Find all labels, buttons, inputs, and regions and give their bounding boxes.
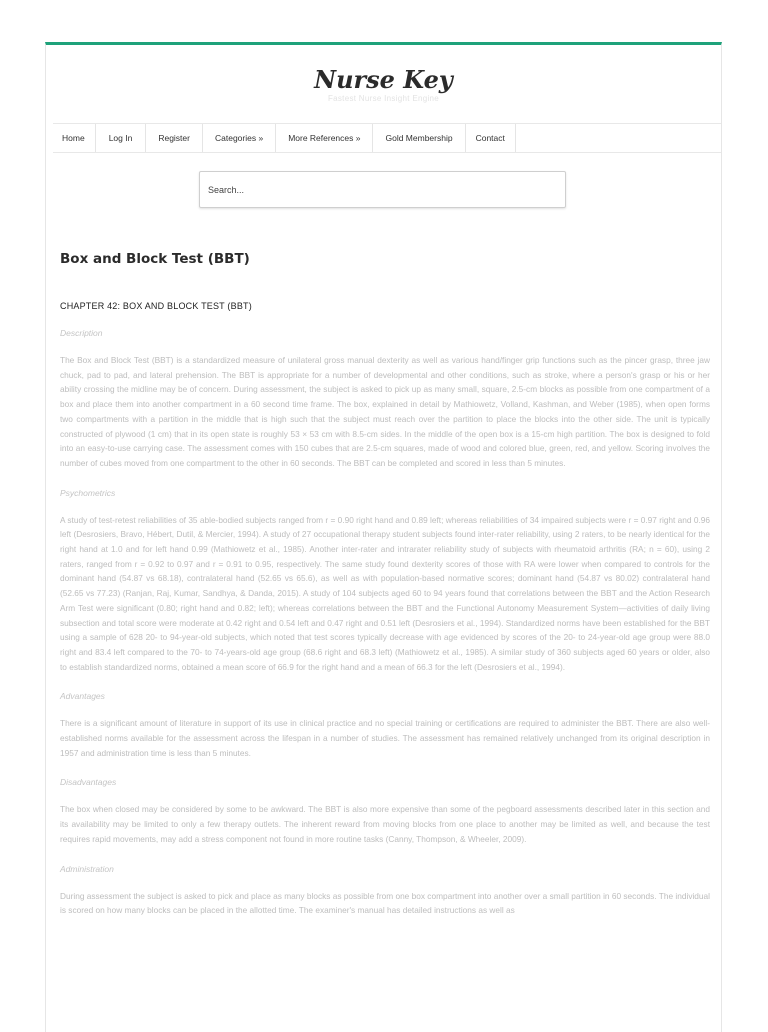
nav-item-login[interactable]: Log In: [96, 124, 147, 152]
page-frame: [45, 42, 722, 1032]
section-heading-psychometrics: Psychometrics: [60, 487, 116, 498]
chapter-heading: CHAPTER 42: BOX AND BLOCK TEST (BBT): [60, 301, 252, 311]
section-heading-advantages: Advantages: [60, 691, 105, 702]
search-input[interactable]: [200, 172, 565, 207]
nav-item-contact[interactable]: Contact: [466, 124, 516, 152]
site-title[interactable]: Nurse Key: [314, 65, 453, 94]
main-nav: [53, 123, 721, 153]
nav-item-categories[interactable]: Categories »: [203, 124, 276, 152]
section-body-advantages: There is a significant amount of literature in support of its use in clinical practice and no special training or certifications are required to administer the BBT. There are also well-established norms available for the assessment across the lifespan in a number of studies. The assessment has remained relatively unchanged from its original description in 1957 and administration time is less than 5 minutes.: [60, 718, 710, 758]
section-body-description: The Box and Block Test (BBT) is a standardized measure of unilateral gross manual dexterity as well as various hand/finger grip functions such as the pincer grasp, three jaw chuck, pad to pad, and lateral prehension. The BBT is appropriate for a number of developmental and other conditions, such as stroke, where a person's grasp or his or her ability crossing the midline may be of concern. During assessment, the subject is asked to pick up as many small, square, 2.5-cm blocks as possible from one compartment of a box and place them into another compartment in a 60 second time frame. The box, explained in detail by Mathiowetz, Volland, Kashman, and Weber (1985), when open forms two compartments with a partition in the middle that is high such that the subject must reach over the partition to place the blocks into the other side. The unit is typically constructed of plywood (1 cm) that in its open state is roughly 53 × 53 cm with 8.5-cm sides. In the middle of the open box is a 15-cm high partition. The box is designed to fold into an easy-to-use carrying case. The assessment comes with 150 cubes that are 2.5-cm squares, made of wood and colored blue, green, red, and yellow. Scoring involves the number of cubes moved from one compartment to the other in 60 seconds. The BBT can be completed and scored in less than 5 minutes.: [60, 355, 710, 468]
section-body-psychometrics: A study of test-retest reliabilities of 35 able-bodied subjects ranged from r = 0.90 right hand and 0.89 left; whereas reliabilities of 34 impaired subjects were r = 0.97 right and 0.96 left (Desrosiers, Bravo, Hébert, Dutil, & Mercier, 1994). A study of 27 occupational therapy student subjects found inter-rater reliability, using 2 raters, to be nearly identical for the right hand at 1.0 and for left hand 0.99 (Mathiowetz et al., 1985). Another inter-rater and intrarater reliability study of subjects with rheumatoid arthritis (RA; n = 60), using 2 raters, ranged from r = 0.92 to 0.97 and r = 0.91 to 0.95, respectively. The same study found dexterity scores of those with RA were lower when compared to controls for the dominant hand (54.87 vs 68.18), contralateral hand (52.65 vs 65.6), as well as with population-based normative scores; dominant hand (54.87 vs 80.02) contralateral hand (52.65 vs 77.23) (Ranjan, Raj, Kumar, Sandhya, & Danda, 2015). A study of 104 subjects aged 60 to 94 years found that correlations between the BBT and the Action Research Arm Test were significant (0.80; right hand and 0.82; left); whereas correlations between the BBT and the Functional Autonomy Measurement System—activities of daily living subsection and total score were moderate at 0.42 right and 0.54 left and 0.47 right and 0.51 left (Desrosiers et al., 1994). Standardized norms have been established for the BBT using a sample of 628 20- to 94-year-old subjects, which noted that test scores typically decrease with age evidenced by scores of the 20- to 24-year-old age group were 88.0 right and 83.4 left compared to the 70- to 74-years-old age group (68.6 right and 68.3 left) (Mathiowetz et al., 1985). A similar study of 360 subjects aged 60 years or older, also to establish standardized norms, obtained a mean score of 66.9 for the right hand and a mean of 66.3 for the left (Desrosiers et al., 1994).: [60, 514, 710, 672]
nav-item-register[interactable]: Register: [146, 124, 203, 152]
nav-item-home[interactable]: Home: [53, 124, 96, 152]
article: [60, 251, 710, 918]
section-body-administration: During assessment the subject is asked to pick and place as many blocks as possible from one box compartment into another over a small partition in 60 seconds. The individual is scored on how many blocks can be placed in the allotted time. The examiner's manual has detailed instructions as well as: [60, 890, 710, 916]
post-title: Box and Block Test (BBT): [60, 251, 250, 267]
section-body-disadvantages: The box when closed may be considered by some to be awkward. The BBT is also more expensive than some of the pegboard assessments described later in this section and its availability may be limited to only a few therapy outlets. The inherent reward from moving blocks from one place to another may be limited as well, and because the test requires rapid movements, may add a stress component not found in more routine tasks (Canny, Thompson, & Wheeler, 2009).: [60, 804, 710, 844]
section-heading-disadvantages: Disadvantages: [60, 777, 117, 788]
search-box: [199, 171, 566, 208]
nav-item-gold-membership[interactable]: Gold Membership: [373, 124, 465, 152]
site-tagline: Fastest Nurse Insight Engine: [327, 94, 440, 103]
section-heading-administration: Administration: [60, 863, 114, 874]
nav-item-more-references[interactable]: More References »: [276, 124, 373, 152]
section-heading-description: Description: [60, 328, 103, 338]
